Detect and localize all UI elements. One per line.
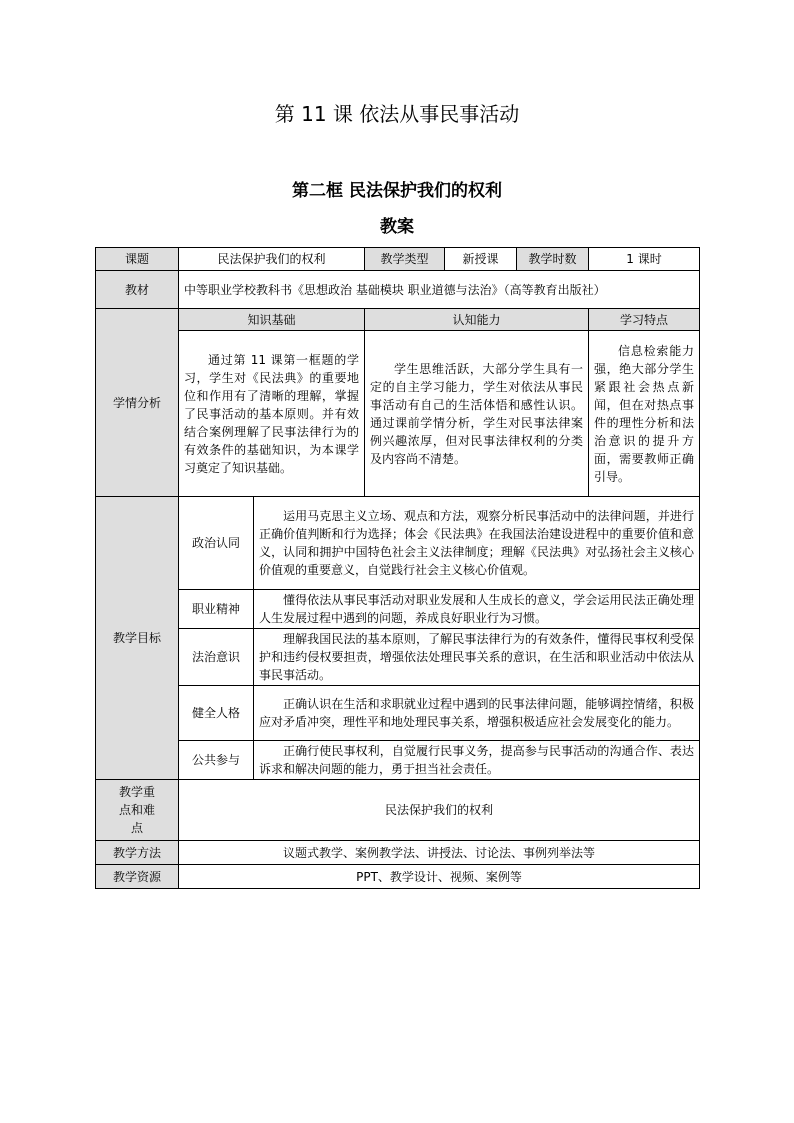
analysis-cognition-text: [365, 331, 589, 497]
analysis-label: 学情分析: [96, 309, 179, 497]
resource-value: PPT、教学设计、视频、案例等: [179, 865, 700, 889]
goal-row: [96, 686, 700, 741]
key-points-value: 民法保护我们的权利: [179, 780, 700, 841]
key-points-label: 教学重点和难点: [96, 780, 179, 841]
goal-text: [254, 686, 700, 741]
method-label: 教学方法: [96, 841, 179, 865]
resource-label: 教学资源: [96, 865, 179, 889]
key-points-row: [96, 780, 700, 841]
hours-value: 1 课时: [589, 248, 700, 271]
goal-name: 法治意识: [179, 629, 254, 686]
section-title: 第二框 民法保护我们的权利: [292, 181, 502, 201]
document-type-title: 教案: [380, 217, 414, 237]
type-value: 新授课: [445, 248, 517, 271]
method-row: [96, 841, 700, 865]
goal-paragraph: 运用马克思主义立场、观点和方法，观察分析民事活动中的法律问题，并进行正确价值判断和行为选择；体会《民法典》在我国法治建设进程中的重要价值和意义，认同和拥护中国特色社会主义法律制度；理解《民法典》对弘扬社会主义核心价值观的重要意义，自觉践行社会主义核心价值观。: [259, 509, 695, 577]
lesson-title: 第 11 课 依法从事民事活动: [274, 102, 520, 126]
goal-text: [254, 629, 700, 686]
goal-paragraph: 正确认识在生活和求职就业过程中遇到的民事法律问题，能够调控情绪，积极应对矛盾冲突，理性平和地处理民事关系，增强积极适应社会发展变化的能力。: [259, 697, 695, 729]
goal-name: 职业精神: [179, 590, 254, 629]
goal-paragraph: 正确行使民事权利，自觉履行民事义务，提高参与民事活动的沟通合作、表达诉求和解决问题的能力，勇于担当社会责任。: [259, 744, 695, 776]
lesson-plan-table: [95, 247, 700, 889]
resource-row: [96, 865, 700, 889]
textbook-row: [96, 271, 700, 309]
method-value: 议题式教学、案例教学法、讲授法、讨论法、事例列举法等: [179, 841, 700, 865]
analysis-header-learning: 学习特点: [589, 309, 700, 331]
goal-text: [254, 741, 700, 780]
goal-text: [254, 497, 700, 590]
textbook-value: 中等职业学校教科书《思想政治 基础模块 职业道德与法治》（高等教育出版社）: [179, 271, 700, 309]
analysis-content-row: [96, 331, 700, 497]
goal-paragraph: 理解我国民法的基本原则，了解民事法律行为的有效条件，懂得民事权利受保护和违约侵权要担责，增强依法处理民事关系的意识，在生活和职业活动中依法从事民事活动。: [259, 632, 695, 682]
analysis-header-row: [96, 309, 700, 331]
topic-value: 民法保护我们的权利: [179, 248, 365, 271]
goal-row: [96, 741, 700, 780]
goal-paragraph: 懂得依法从事民事活动对职业发展和人生成长的意义，学会运用民法正确处理人生发展过程中遇到的问题，养成良好职业行为习惯。: [259, 593, 695, 625]
hours-label: 教学时数: [517, 248, 589, 271]
goal-row: [96, 590, 700, 629]
goal-name: 政治认同: [179, 497, 254, 590]
analysis-header-knowledge: 知识基础: [179, 309, 365, 331]
type-label: 教学类型: [365, 248, 445, 271]
goal-row: [96, 497, 700, 590]
analysis-knowledge-text: [179, 331, 365, 497]
topic-label: 课题: [96, 248, 179, 271]
goal-row: [96, 629, 700, 686]
analysis-learning-text: [589, 331, 700, 497]
analysis-cognition-paragraph: 学生思维活跃，大部分学生具有一定的自主学习能力，学生对依法从事民事活动有自己的生活体悟和感性认识。通过课前学情分析，学生对民事法律案例兴趣浓厚，但对民事法律权利的分类及内容尚不清楚。: [370, 361, 584, 466]
analysis-knowledge-paragraph: 通过第 11 课第一框题的学习，学生对《民法典》的重要地位和作用有了清晰的理解，掌握了民事活动的基本原则。并有效结合案例理解了民事法律行为的有效条件的基础知识，为本课学习奠定了知识基础。: [184, 352, 360, 475]
analysis-learning-paragraph: 信息检索能力强，绝大部分学生紧跟社会热点新闻，但在对热点事件的理性分析和法治意识的提升方面，需要教师正确引导。: [594, 343, 695, 484]
textbook-label: 教材: [96, 271, 179, 309]
goals-label: 教学目标: [96, 497, 179, 780]
topic-row: [96, 248, 700, 271]
goal-name: 健全人格: [179, 686, 254, 741]
goal-name: 公共参与: [179, 741, 254, 780]
analysis-header-cognition: 认知能力: [365, 309, 589, 331]
goal-text: [254, 590, 700, 629]
